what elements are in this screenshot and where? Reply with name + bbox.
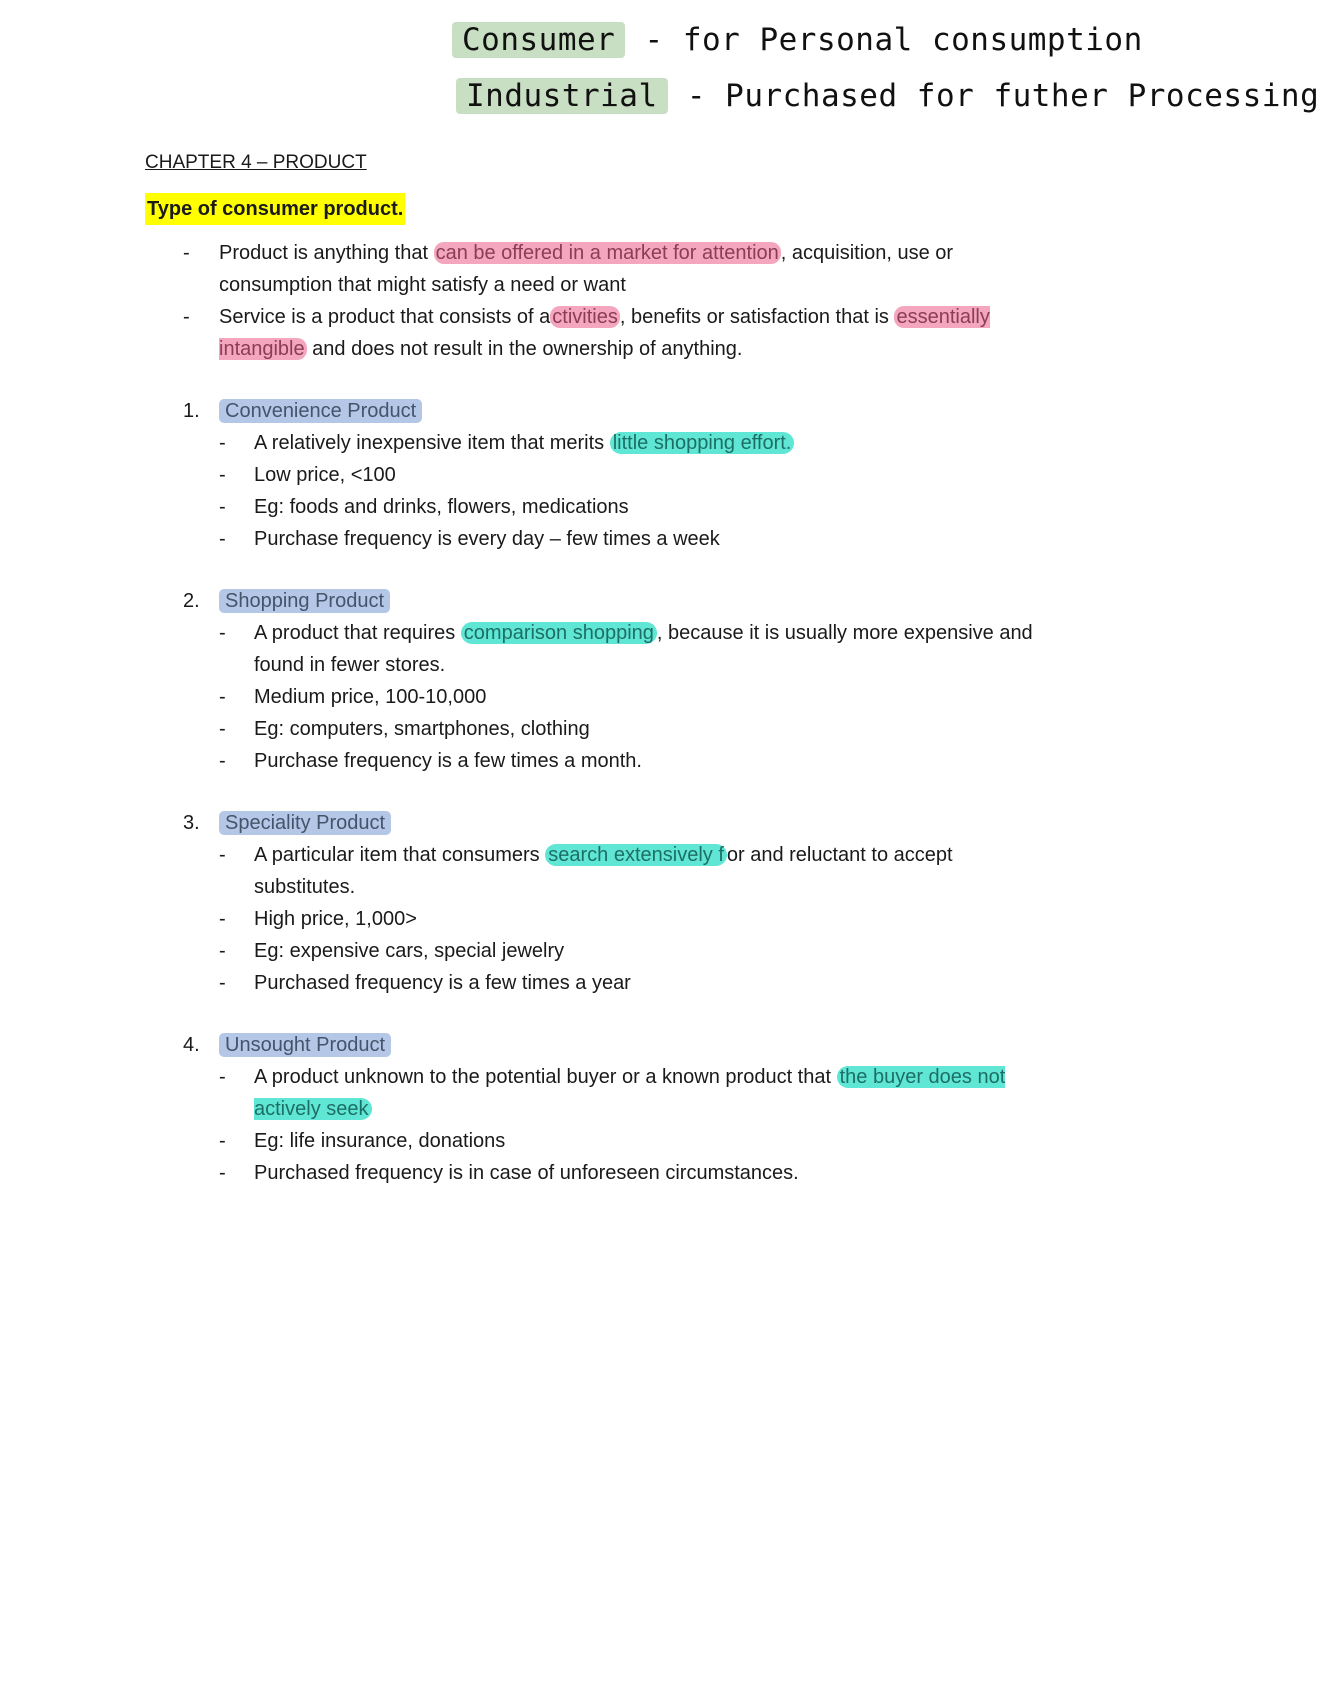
document-body [145,147,1045,1189]
service-def-pre: Service is a product that consists of a [219,306,551,328]
industrial-definition: Purchased for futher Processing [725,78,1319,114]
section-definition [145,839,1045,903]
section-heading [145,1029,1045,1061]
bullet-item: - Eg: computers, smartphones, clothing [145,713,1045,745]
service-definition [145,301,1045,365]
chapter-title: CHAPTER 4 – PRODUCT [145,152,367,173]
bullet-item: - Medium price, 100-10,000 [145,681,1045,713]
section-definition [145,1061,1045,1125]
handwritten-consumer-line [452,22,1143,58]
bullet-item: - Eg: expensive cars, special jewelry [145,935,1045,967]
def-pre: A relatively inexpensive item that merits [254,432,610,454]
consumer-term: Consumer [452,22,625,58]
product-definition [145,237,1045,301]
section-heading [145,585,1045,617]
section-bullets [145,839,1045,999]
def-pre: A product unknown to the potential buyer or a known product that [254,1066,837,1088]
section-heading [145,807,1045,839]
def-pre: A product that requires [254,622,461,644]
service-def-mid: , benefits or satisfaction that is [619,306,895,328]
section-bullets [145,1061,1045,1189]
section-bullets [145,617,1045,777]
bullet-item: - Purchase frequency is a few times a month. [145,745,1045,777]
consumer-dash: - [644,22,664,58]
section-shopping [145,585,1045,777]
consumer-definition: for Personal consumption [682,22,1143,58]
product-def-highlight: can be offered in a market for attention [435,242,779,264]
def-pre: A particular item that consumers [254,844,546,866]
section-number: 3. [183,812,200,834]
section-number: 2. [183,590,200,612]
section-definition [145,617,1045,681]
bullet-item: - High price, 1,000> [145,903,1045,935]
type-title: Type of consumer product. [145,193,405,225]
bullet-item: - Purchased frequency is in case of unforeseen circumstances. [145,1157,1045,1189]
industrial-term: Industrial [456,78,668,114]
bullet-item: - Eg: foods and drinks, flowers, medications [145,491,1045,523]
section-speciality [145,807,1045,999]
bullet-item: - Eg: life insurance, donations [145,1125,1045,1157]
handwritten-industrial-line [456,78,1319,114]
service-def-post: and does not result in the ownership of anything. [306,338,743,360]
section-heading [145,395,1045,427]
section-convenience [145,395,1045,555]
section-title: Unsought Product [219,1033,391,1057]
section-unsought [145,1029,1045,1189]
service-def-highlight-2: essentially intangible [219,306,990,360]
section-title: Speciality Product [219,811,391,835]
section-title: Shopping Product [219,589,390,613]
def-highlight: little shopping effort. [610,432,795,454]
product-def-post: , acquisition, use or consumption that might satisfy a need or want [219,242,954,296]
section-title: Convenience Product [219,399,422,423]
bullet-item: - Purchase frequency is every day – few times a week [145,523,1045,555]
service-def-highlight-1: ctivities [552,306,618,328]
section-number: 1. [183,400,200,422]
def-post: , because it is usually more expensive and found in fewer stores. [254,622,1033,676]
industrial-dash: - [686,78,706,114]
bullet-item: - Purchased frequency is a few times a year [145,967,1045,999]
def-highlight: the buyer does not actively seek [254,1066,1006,1120]
section-number: 4. [183,1034,200,1056]
def-highlight: comparison shopping [461,622,657,644]
def-highlight: search extensively f [545,844,727,866]
def-post: or and reluctant to accept substitutes. [254,844,953,898]
section-bullets [145,427,1045,555]
section-definition [145,427,1045,459]
product-def-pre: Product is anything that [219,242,434,264]
intro-list [145,237,1045,365]
bullet-item: - Low price, <100 [145,459,1045,491]
